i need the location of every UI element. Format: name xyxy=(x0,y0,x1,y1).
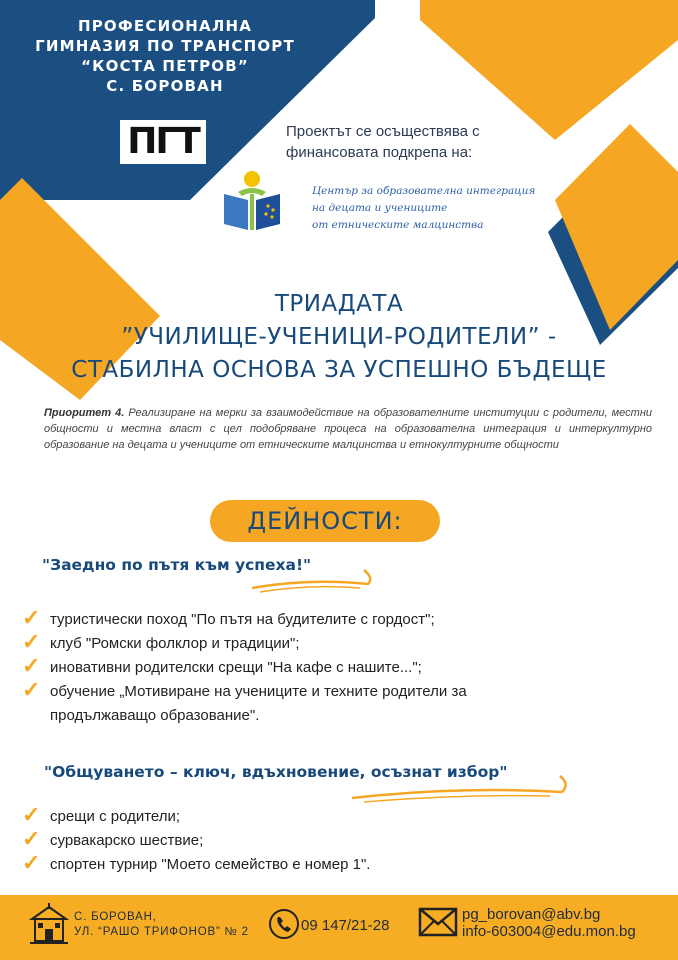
email-link[interactable]: info-603004@edu.mon.bg xyxy=(462,923,636,940)
priority-label: Приоритет 4. xyxy=(44,407,125,419)
cei-line: Център за образователна интеграция xyxy=(312,185,536,197)
check-icon: ✓ xyxy=(22,605,41,630)
footer-emails xyxy=(462,906,636,940)
check-icon: ✓ xyxy=(22,850,41,875)
school-building-icon xyxy=(28,903,70,947)
main-title-line-2: ”УЧИЛИЩЕ-УЧЕНИЦИ-РОДИТЕЛИ” - xyxy=(121,324,557,350)
section1-list xyxy=(22,605,542,728)
address-line: С. БОРОВАН, xyxy=(74,911,157,923)
envelope-icon xyxy=(418,907,458,937)
main-title-line-1: ТРИАДАТА xyxy=(274,291,404,317)
cei-logo-icon xyxy=(218,170,282,232)
list-item: ✓ сурвакарско шествие; xyxy=(22,826,204,851)
list-item: ✓ иновативни родителски срещи "На кафе с нашите..."; xyxy=(22,653,422,678)
section1-heading: "Заедно по пътя към успеха!" xyxy=(42,556,312,574)
check-icon: ✓ xyxy=(22,677,41,702)
check-icon: ✓ xyxy=(22,826,41,851)
top-right-orange-diamond xyxy=(420,0,678,140)
pogt-logo: ПГТ xyxy=(120,120,206,164)
section2-list xyxy=(22,802,542,877)
school-name-line: “КОСТА ПЕТРОВ” xyxy=(81,57,249,75)
phone-icon xyxy=(268,908,300,940)
section1-underline-swoosh xyxy=(250,566,380,596)
school-name-line: ПРОФЕСИОНАЛНА xyxy=(77,17,253,35)
list-item: ✓ спортен турнир "Моето семейство е номер 1". xyxy=(22,850,371,875)
school-name-line: С. БОРОВАН xyxy=(106,77,224,95)
list-item: ✓ срещи с родители; xyxy=(22,802,181,827)
email-link[interactable]: pg_borovan@abv.bg xyxy=(462,906,601,923)
section2-underline-swoosh xyxy=(350,772,580,804)
cei-text xyxy=(312,183,535,234)
activities-badge: ДЕЙНОСТИ: xyxy=(210,500,440,542)
school-name xyxy=(0,16,330,96)
priority-text: Реализиране на мерки за взаимодействие на образователните институции с родители, местни общности и местна власт с цел подобряване процеса на образователна интеграция и интеркултурно образование на децата и учениците от етническите малцинства и етнокултурните общности xyxy=(44,407,653,451)
cei-line: на децата и учениците xyxy=(312,202,448,214)
list-item: ✓ клуб "Ромски фолклор и традиции"; xyxy=(22,629,300,654)
list-item: ✓ туристически поход "По пътя на будителите с гордост"; xyxy=(22,605,435,630)
school-name-line: ГИМНАЗИЯ ПО ТРАНСПОРТ xyxy=(35,37,295,55)
address-line: УЛ. “РАШО ТРИФОНОВ” № 2 xyxy=(74,926,249,938)
main-title-line-3: СТАБИЛНА ОСНОВА ЗА УСПЕШНО БЪДЕЩЕ xyxy=(71,357,607,383)
support-text: Проектът се осъществява с финансовата подкрепа на: xyxy=(286,123,480,161)
footer-phone[interactable]: 09 147/21-28 xyxy=(301,917,390,934)
check-icon: ✓ xyxy=(22,629,41,654)
footer-address xyxy=(74,910,249,940)
cei-line: от етническите малцинства xyxy=(312,219,484,231)
check-icon: ✓ xyxy=(22,653,41,678)
section2-heading: "Общуването – ключ, вдъхновение, осъзнат избор" xyxy=(44,763,508,781)
check-icon: ✓ xyxy=(22,802,41,827)
list-item: ✓ обучение „Мотивиране на учениците и техните родители за продължаващо образование". xyxy=(22,677,467,724)
priority-paragraph xyxy=(44,405,652,453)
